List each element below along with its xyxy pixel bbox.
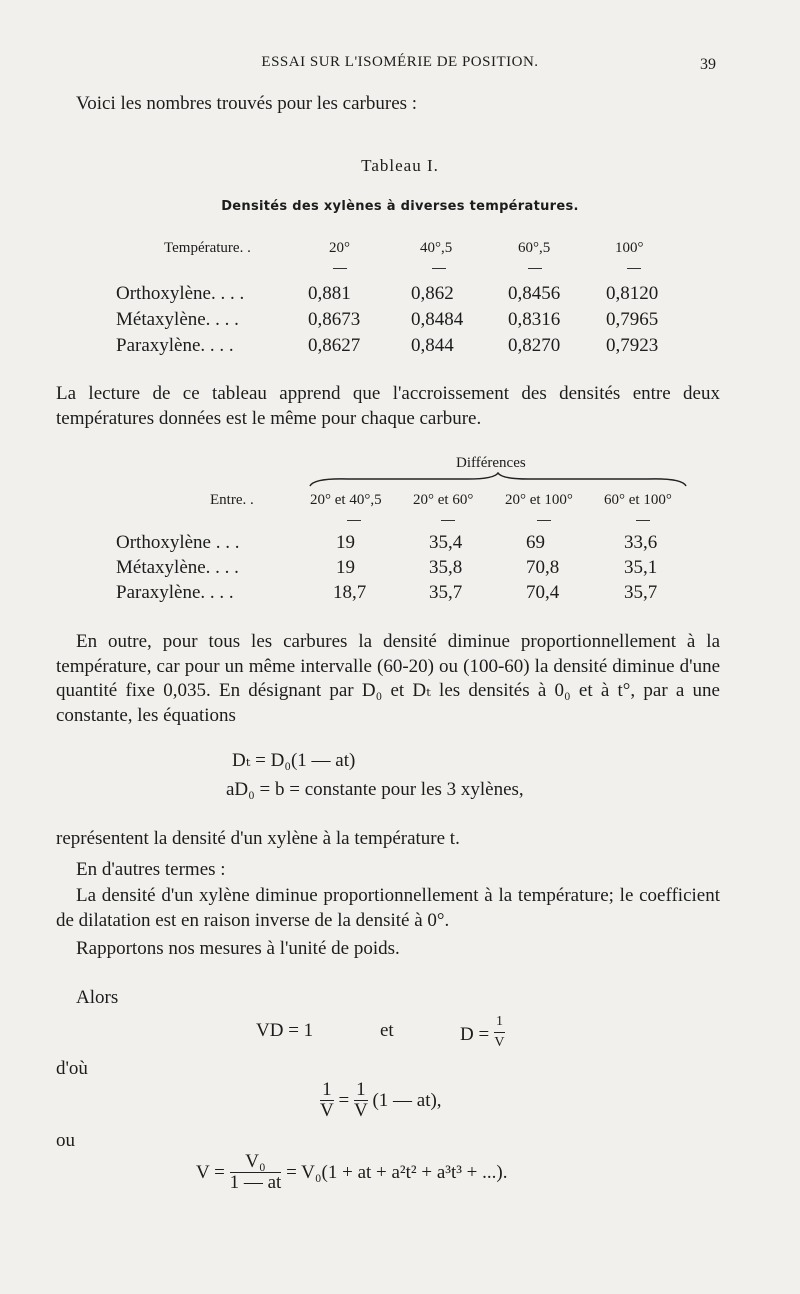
- table1-col: 40°,5: [420, 240, 453, 256]
- equation-3-left: VD = 1: [256, 1020, 314, 1041]
- table2-col: 20° et 40°,5: [310, 492, 382, 508]
- table1-cell: 0,881: [308, 283, 351, 304]
- table2-col: 60° et 100°: [604, 492, 672, 508]
- table1-cell: 0,8316: [508, 309, 561, 330]
- table2-row-label: Orthoxylène . . .: [116, 532, 240, 553]
- table2-row-header: Entre. .: [210, 492, 254, 508]
- table1-cell: 0,8456: [508, 283, 561, 304]
- table2-cell: 35,7: [624, 582, 658, 603]
- table1-col: 60°,5: [518, 240, 551, 256]
- table1-cell: 0,8484: [411, 309, 464, 330]
- fraction: [230, 1152, 282, 1193]
- fraction-den: V: [320, 1100, 334, 1121]
- equation-5-tail: = V₀(1 + at + a²t² + a³t³ + ...).: [286, 1162, 508, 1183]
- fraction: [494, 1012, 505, 1053]
- paragraph-5: La densité d'un xylène diminue proportionnellement à la température; le coefficient de dilatation est en raison inverse de la densité à 0°.: [56, 885, 720, 931]
- equation-5: [196, 1152, 507, 1193]
- table1-col: 20°: [329, 240, 350, 256]
- equation-2: aD₀ = b = constante pour les 3 xylènes,: [226, 779, 524, 800]
- fraction-num: V₀: [230, 1152, 282, 1173]
- table1-cell: 0,8673: [308, 309, 361, 330]
- table2-row-label: Paraxylène. . . .: [116, 582, 234, 603]
- fraction-den: V: [353, 1100, 368, 1121]
- table1-subtitle: Densités des xylènes à diverses températures.: [221, 199, 579, 214]
- table2-cell: 69: [526, 532, 545, 553]
- equation-1: Dₜ = D₀(1 — at): [232, 750, 356, 771]
- table2-cell: 35,4: [429, 532, 463, 553]
- table1-cell: 0,862: [411, 283, 454, 304]
- brace: [308, 472, 688, 488]
- table2-cell: 35,8: [429, 557, 463, 578]
- paragraph-1: La lecture de ce tableau apprend que l'accroissement des densités entre deux températures données est le même pour chaque carbure.: [56, 383, 720, 429]
- table2-cell: 35,1: [624, 557, 658, 578]
- paragraph-6: Rapportons nos mesures à l'unité de poids.: [76, 938, 400, 959]
- table2-col: 20° et 100°: [505, 492, 573, 508]
- table1-cell: 0,8120: [606, 283, 659, 304]
- fraction-den: 1 — at: [229, 1172, 282, 1193]
- table2-cell: 19: [336, 532, 355, 553]
- table2-cell: 35,7: [429, 582, 463, 603]
- table2-group-label: Différences: [456, 455, 526, 471]
- table2-cell: 70,8: [526, 557, 560, 578]
- equation-3-and: et: [380, 1020, 394, 1041]
- equation-3-lhs: D =: [460, 1023, 490, 1045]
- equation-3-right: [460, 1014, 505, 1053]
- fraction-den: V: [494, 1035, 505, 1050]
- equation-5-lhs: V =: [196, 1162, 225, 1183]
- table1-row-header: Température. .: [164, 240, 251, 256]
- table1-cell: 0,8627: [308, 335, 361, 356]
- intro-text: Voici les nombres trouvés pour les carbures :: [76, 93, 418, 114]
- table1-cell: 0,8270: [508, 335, 561, 356]
- table2-cell: 33,6: [624, 532, 658, 553]
- table1-row-label: Métaxylène. . . .: [116, 309, 239, 330]
- running-header: ESSAI SUR L'ISOMÉRIE DE POSITION.: [261, 54, 539, 70]
- fraction-num: 1: [494, 1012, 505, 1033]
- fraction: [354, 1080, 368, 1121]
- table1-title: Tableau I.: [361, 156, 439, 175]
- table1-cell: 0,844: [411, 335, 454, 356]
- table1-row-label: Orthoxylène. . . .: [116, 283, 245, 304]
- page-number: 39: [700, 56, 716, 73]
- equation-4-tail: (1 — at),: [372, 1090, 442, 1111]
- fraction: [320, 1080, 334, 1121]
- fraction-num: 1: [354, 1080, 368, 1101]
- table2-cell: 70,4: [526, 582, 560, 603]
- paragraph-3: représentent la densité d'un xylène à la température t.: [56, 828, 460, 849]
- table2-cell: 19: [336, 557, 355, 578]
- table1-row-label: Paraxylène. . . .: [116, 335, 234, 356]
- alors-text: Alors: [76, 987, 119, 1008]
- equation-4: $\frac{1}{V}$ = $\frac{1}{V}$ (1 — at),: [320, 1079, 442, 1121]
- paragraph-4: En d'autres termes :: [76, 859, 226, 880]
- ou-text: ou: [56, 1130, 75, 1151]
- paragraph-2: En outre, pour tous les carbures la densité diminue proportionnellement à la température, car pour un même intervalle (60-20) ou (100-60) la densité diminue d'une quantité fixe 0,035. En désignant par D₀ et Dₜ les densités à 0₀ et à t°, par a une constante, les équations: [56, 631, 720, 726]
- table1-col: 100°: [615, 240, 644, 256]
- fraction-num: 1: [320, 1080, 334, 1101]
- table2-col: 20° et 60°: [413, 492, 474, 508]
- dou-text: d'où: [56, 1058, 88, 1079]
- table1-cell: 0,7923: [606, 335, 659, 356]
- table1-cell: 0,7965: [606, 309, 659, 330]
- table2-cell: 18,7: [333, 582, 367, 603]
- table2-row-label: Métaxylène. . . .: [116, 557, 239, 578]
